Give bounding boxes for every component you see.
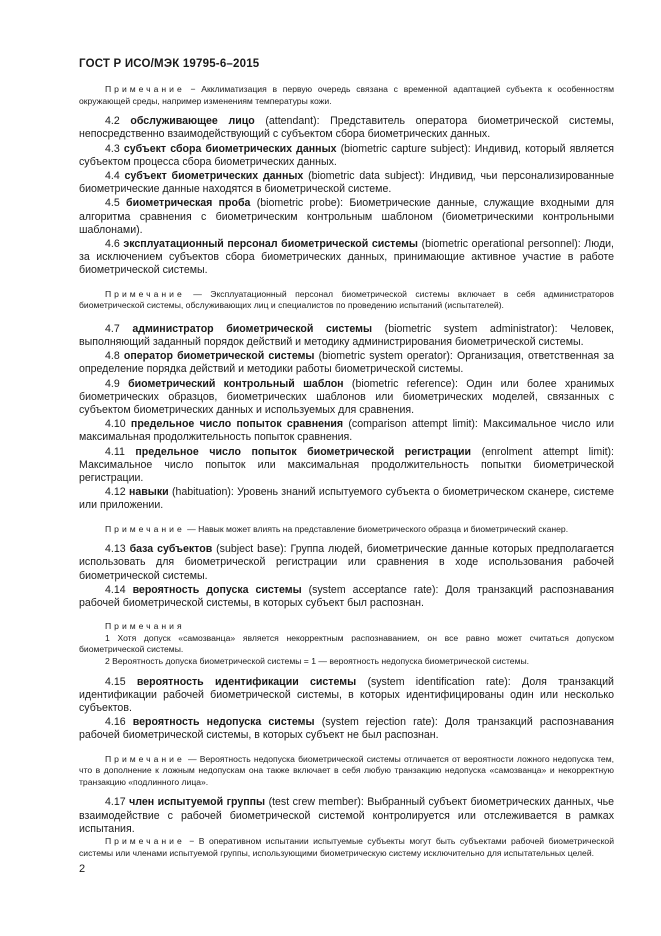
- note-operational-personnel: Примечание — Эксплуатационный персонал биометрической системы включает в себя администраторов биометрической системы, обслуживающих лиц и специалистов по проведению испытаний (испытателей).: [79, 288, 614, 311]
- note-acclimatization: Примечание − Акклиматизация в первую очередь связана с временной адаптацией субъекта к особенностям окружающей среды, например изменениям температуры кожи.: [79, 84, 614, 106]
- note-label: Примечание: [105, 753, 185, 764]
- document-page: [79, 58, 614, 875]
- term-4-8: 4.8 оператор биометрической системы (biometric system operator): Организация, ответственная за определение порядка действий и методики работы биометрической системы.: [79, 350, 614, 376]
- term-4-14: 4.14 вероятность допуска системы (system acceptance rate): Доля транзакций распознавания рабочей биометрической системы, в которых субъект был распознан.: [79, 583, 614, 610]
- term-4-5: 4.5 биометрическая проба (biometric probe): Биометрические данные, служащие входными для алгоритма сравнения с биометрическим контрольным шаблоном (биометрическими контрольными шаблонами).: [79, 197, 614, 236]
- note-label: Примечание: [105, 836, 185, 847]
- note-item: 2 Вероятность допуска биометрической системы = 1 — вероятность недопуска биометрической системы.: [105, 656, 530, 667]
- term-4-13: 4.13 база субъектов (subject base): Группа людей, биометрические данные которых предполагается использовать для биометрической регистрации или сравнения в ходе использования рабочей биометрической системы.: [79, 543, 614, 582]
- term-4-2: 4.2 обслуживающее лицо (attendant): Представитель оператора биометрической системы, непосредственно взаимодействующий с субъектом сбора биометрических данных.: [79, 115, 614, 141]
- term-4-12: 4.12 навыки (habituation): Уровень знаний испытуемого субъекта о биометрическом сканере, системе или приложении.: [79, 486, 614, 512]
- term-4-11: 4.11 предельное число попыток биометрической регистрации (enrolment attempt limit): Максимальное число попыток или максимальная продолжительность попытки биометрической регистрации.: [79, 445, 614, 485]
- notes-acceptance-rate: [79, 621, 614, 667]
- term-4-4: 4.4 субъект биометрических данных (biometric data subject): Индивид, чьи персонализированные биометрические данные находятся в биометрической системе.: [79, 170, 614, 196]
- document-header: ГОСТ Р ИСО/МЭК 19795-6–2015: [79, 58, 260, 70]
- note-label: Примечание: [105, 84, 185, 94]
- note-rejection-rate: Примечание — Вероятность недопуска биометрической системы отличается от вероятности ложного недопуска тем, что в дополнение к ложным недопускам она также включает в себя любую транзакцию недопуска «самозванца» и некорректную транзакцию «подлинного лица».: [79, 753, 614, 787]
- note-item: 1 Хотя допуск «самозванца» является некорректным распознаванием, он все равно может считаться допуском биометрической системы.: [79, 632, 614, 655]
- note-test-crew: Примечание − В оперативном испытании испытуемые субъекты могут быть субъектами рабочей биометрической системы или членами испытуемой группы, использующими биометрическую систему исключительно для испытательных целей.: [79, 836, 614, 858]
- term-4-17: 4.17 член испытуемой группы (test crew member): Выбранный субъект биометрических данных, чье взаимодействие с рабочей биометрической системой контролируется или отслеживается в рамках испытания.: [79, 796, 614, 835]
- page-number: 2: [79, 863, 86, 876]
- term-4-3: 4.3 субъект сбора биометрических данных (biometric capture subject): Индивид, который является субъектом процесса сбора биометрических данных.: [79, 142, 614, 168]
- note-habituation: Примечание — Навык может влиять на представление биометрического образца и биометрический сканер.: [105, 523, 569, 534]
- notes-label: Примечания: [105, 621, 185, 632]
- term-4-6: 4.6 эксплуатационный персонал биометрической системы (biometric operational personnel): Люди, за исключением субъектов сбора биометрических данных, принимающие активное участие в работе биометрической системы.: [79, 238, 615, 277]
- term-4-9: 4.9 биометрический контрольный шаблон (biometric reference): Один или более хранимых биометрических образцов, биометрических шаблонов или биометрических моделей, связанных с субъектом биометрических данных и используемых для сравнения.: [79, 377, 615, 417]
- term-4-10: 4.10 предельное число попыток сравнения (comparison attempt limit): Максимальное число или максимальная продолжительность попыток сравнения.: [79, 418, 614, 444]
- note-label: Примечание: [105, 288, 185, 299]
- term-4-15: 4.15 вероятность идентификации системы (system identification rate): Доля транзакций идентификации рабочей биометрической системы, в которых идентифицированы один или несколько субъектов.: [79, 675, 614, 715]
- note-label: Примечание: [105, 523, 185, 534]
- term-4-7: 4.7 администратор биометрической системы (biometric system administrator): Человек, выполняющий заданный порядок действий и методику администрирования биометрической системы.: [79, 322, 614, 349]
- term-4-16: 4.16 вероятность недопуска системы (system rejection rate): Доля транзакций распознавания рабочей биометрической системы, в которых субъект не был распознан.: [79, 716, 614, 742]
